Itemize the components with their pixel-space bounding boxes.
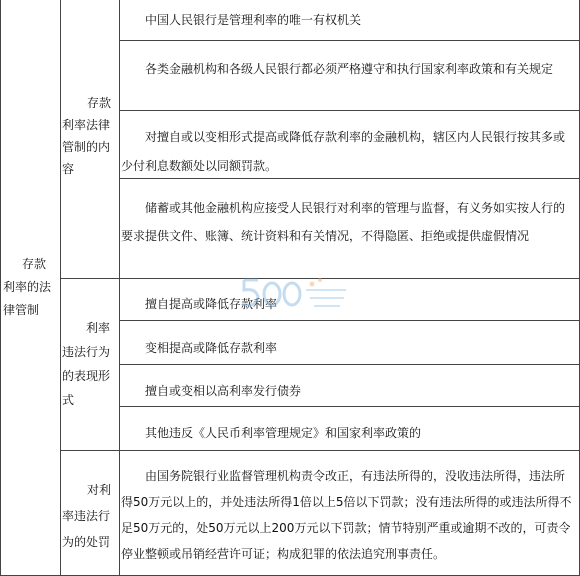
group-1-item: 中国人民银行是管理利率的唯一有权机关: [145, 13, 362, 27]
group-3-label-line: 为的处罚: [62, 535, 111, 549]
group-1-label-line: 管制的内: [62, 140, 111, 154]
group-3-label-line: 对利: [87, 483, 112, 497]
group-1-label-line: 利率法律: [62, 118, 111, 132]
group-2-item: 其他违反《人民币利率管理规定》和国家利率政策的: [145, 426, 422, 440]
group-2-label-line: 式: [62, 393, 75, 407]
group-1-item: 储蓄或其他金融机构应接受人民银行对利率的管理与监督，有义务如实按人行的要求提供文件、账簿、统计资料和有关情况，不得隐匿、拒绝或提供虚假情况: [121, 201, 566, 243]
col1-label-line: 利率的法: [3, 280, 52, 294]
group-3-item: 由国务院银行业监督管理机构责令改正，有违法所得的，没收违法所得，违法所得50万元以上的，并处违法所得1倍以上5倍以下罚款；没有违法所得的或违法所得不足50万元的，处50万元以上200万元以下罚款；情节特别严重或逾期不改的，可责令停业整顿或吊销经营许可证；构成犯罪的依法追究刑事责任。: [121, 469, 572, 561]
group-1-item: 各类金融机构和各级人民银行都必须严格遵守和执行国家利率政策和有关规定: [145, 62, 554, 76]
group-2-label-line: 的表现形: [62, 369, 111, 383]
row-divider: [119, 40, 580, 41]
group-2-item: 擅自提高或降低存款利率: [145, 297, 278, 311]
group-2-label-line: 违法行为: [62, 345, 111, 359]
group-1-label-line: 存款: [87, 96, 112, 110]
group-divider: [60, 450, 580, 451]
group-1-label-line: 容: [62, 162, 75, 176]
group-2-item: 变相提高或降低存款利率: [145, 341, 278, 355]
row-divider: [119, 364, 580, 365]
group-2-label-line: 利率: [86, 321, 111, 335]
column-divider-1: [60, 0, 61, 576]
group-2-item: 擅自或变相以高利率发行债券: [145, 384, 302, 398]
group-1-item: 对擅自或以变相形式提高或降低存款利率的金融机构，辖区内人民银行按其多或少付利息数额处以同额罚款。: [121, 130, 566, 173]
group-3-label-line: 率违法行: [62, 509, 111, 523]
watermark-logo-icon: [236, 270, 356, 314]
col1-label-line: 律管制: [3, 303, 40, 317]
table-border-left: [0, 0, 1, 576]
row-divider: [119, 110, 580, 111]
row-divider: [119, 406, 580, 407]
row-divider: [119, 320, 580, 321]
col1-label-line: 存款: [22, 257, 47, 271]
column-divider-2: [119, 0, 120, 576]
